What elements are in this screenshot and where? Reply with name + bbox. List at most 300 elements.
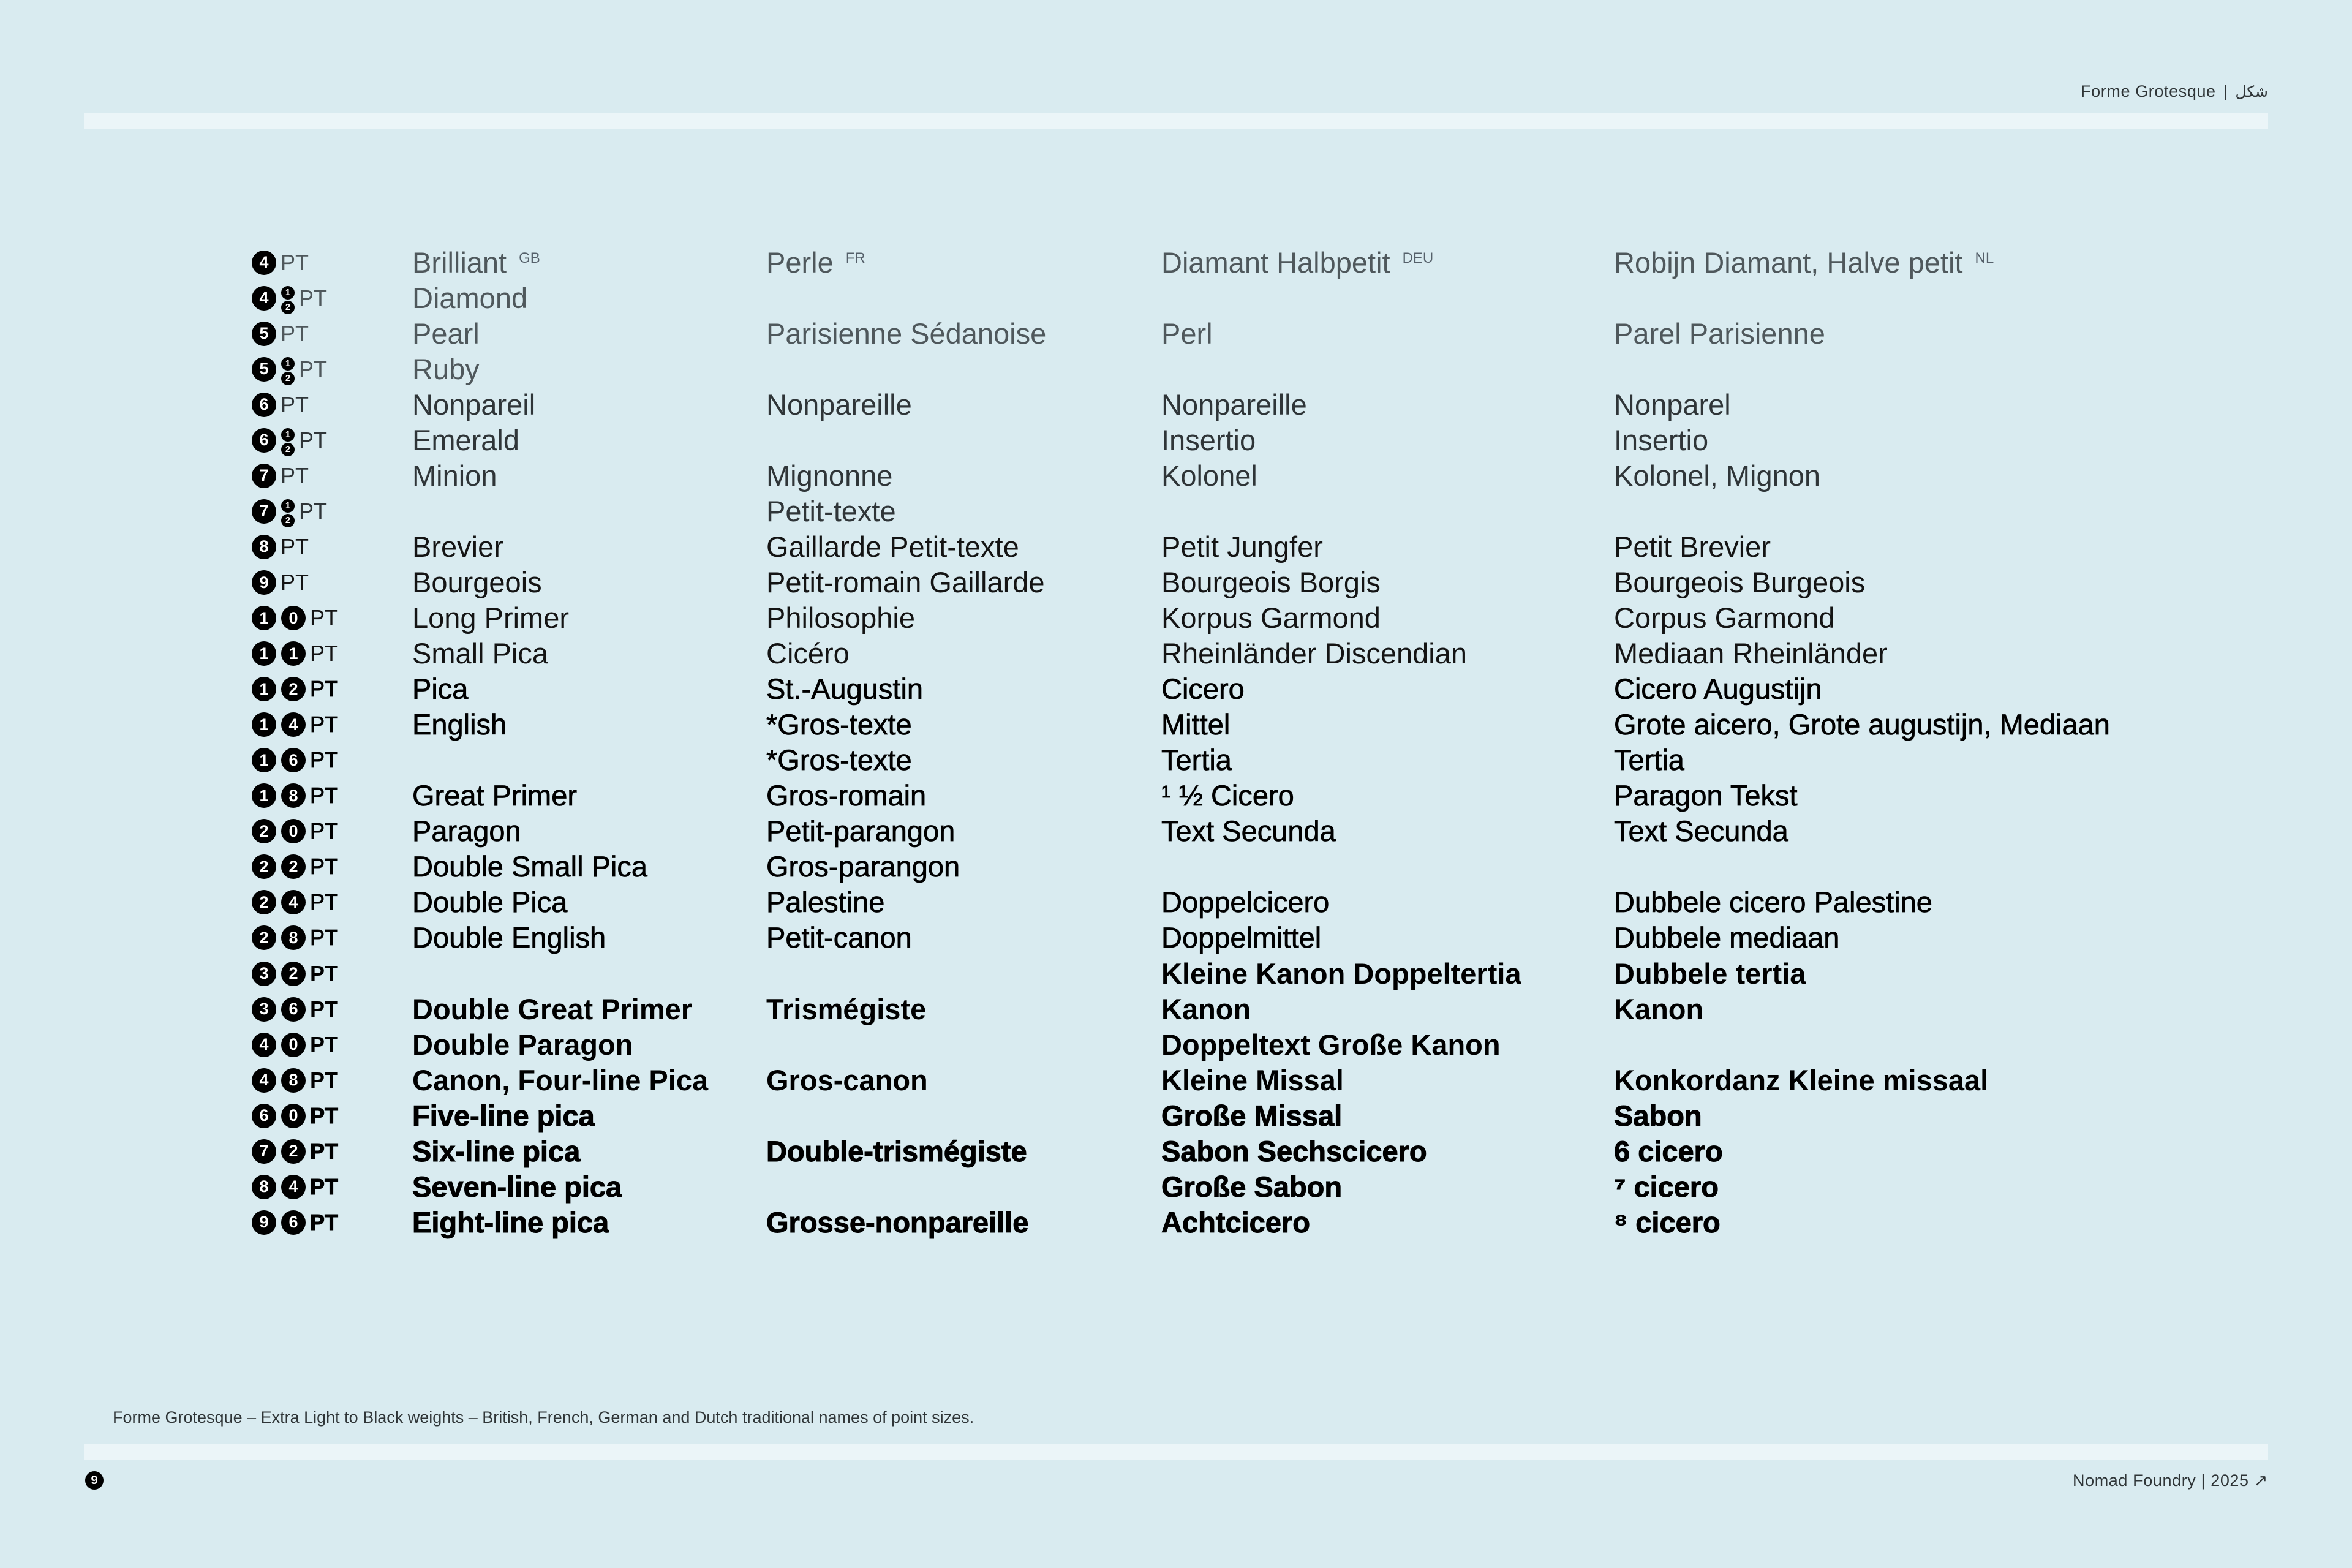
name-german-cell [1161,529,1323,565]
size-row [0,600,2352,636]
size-row [0,849,2352,884]
name-french: St.-Augustin [766,673,924,706]
size-digit-circle: 8 [281,925,306,950]
name-british-cell [412,920,606,956]
name-british-cell [412,992,692,1027]
size-digit-circle: 6 [252,428,276,453]
size-digit-circle: 2 [281,677,306,701]
name-german-cell [1161,1134,1427,1169]
name-german: ¹ ½ Cicero [1161,779,1294,812]
name-french-cell [766,920,912,956]
name-british-cell [412,636,548,671]
name-french-cell [766,1134,1027,1169]
size-row [0,352,2352,387]
language-code-gb: GB [519,249,540,266]
name-dutch: 6 cicero [1614,1134,1723,1167]
running-head-arabic: شكل [2235,83,2268,100]
name-british-cell [412,884,567,920]
name-french: Parisienne Sédanoise [766,317,1047,350]
language-code-fr: FR [845,249,865,266]
name-dutch-cell [1614,458,1820,494]
bottom-divider-band [84,1444,2268,1460]
point-size-badge [252,458,309,494]
point-size-badge [252,352,327,387]
name-british-cell [412,529,503,565]
size-row [0,884,2352,920]
fraction-digit-circle: 1 [281,357,295,371]
point-size-badge [252,1134,338,1169]
name-french-cell [766,636,850,671]
size-unit-label: PT [310,605,339,631]
fraction-digit-circle: 2 [281,443,295,456]
name-british: Nonpareil [412,388,536,421]
point-size-table [0,245,2352,1240]
size-digit-circle: 1 [252,606,276,630]
size-digit-circle: 0 [281,1033,306,1057]
point-size-badge [252,1098,338,1134]
name-dutch-cell [1614,992,1703,1027]
name-british-cell [412,778,577,813]
name-german: Kolonel [1161,459,1257,492]
name-british: Seven-line pica [412,1170,622,1203]
size-digit-circle: 2 [252,854,276,879]
size-digit-circle: 0 [281,1104,306,1128]
name-german-cell [1161,636,1467,671]
name-german: Cicero [1161,673,1245,706]
name-french-cell [766,387,912,423]
size-row [0,992,2352,1027]
point-size-badge [252,992,338,1027]
name-french-cell [766,600,915,636]
name-german-cell [1161,1063,1344,1098]
name-dutch: Dubbele tertia [1614,957,1806,990]
name-dutch-cell [1614,387,1731,423]
name-dutch-cell [1614,1098,1702,1134]
point-size-badge [252,884,338,920]
figure-caption: Forme Grotesque – Extra Light to Black weights – British, French, German and Dutch traditional names of point sizes. [113,1408,974,1427]
point-size-badge [252,529,309,565]
name-german: Diamant Halbpetit [1161,246,1390,279]
size-digit-circle: 2 [281,854,306,879]
point-size-badge [252,707,338,742]
size-unit-label: PT [281,391,309,417]
size-unit-label: PT [310,1209,339,1235]
name-french: Nonpareille [766,388,912,421]
size-row [0,1098,2352,1134]
name-dutch-cell [1614,600,1835,636]
size-digit-circle: 1 [281,641,306,666]
size-unit-label: PT [310,1031,339,1057]
size-row [0,494,2352,529]
size-row [0,671,2352,707]
name-dutch-cell [1614,423,1708,458]
name-dutch-cell [1614,778,1798,813]
size-digit-circle: 4 [281,890,306,914]
name-french-cell [766,992,926,1027]
size-digit-circle: 2 [252,925,276,950]
size-digit-circle: 1 [252,712,276,737]
name-german: Mittel [1161,708,1231,741]
name-british: Brilliant [412,246,507,279]
size-digit-circle: 1 [252,677,276,701]
size-row [0,281,2352,316]
size-half-fraction [281,428,295,456]
name-dutch-cell [1614,529,1771,565]
name-dutch-cell [1614,707,2110,742]
point-size-badge [252,813,338,849]
name-german-cell [1161,707,1230,742]
footer-credit: Nomad Foundry | 2025 ↗ [2073,1471,2268,1490]
name-british-cell [412,600,569,636]
running-head-title: Forme Grotesque [2081,82,2216,100]
name-british: Five-line pica [412,1099,595,1132]
size-unit-label: PT [310,1138,339,1164]
name-british-cell [412,281,527,316]
size-digit-circle: 6 [281,1210,306,1235]
name-french-cell [766,529,1019,565]
name-british-cell [412,1169,622,1205]
name-french: Cicéro [766,637,850,670]
name-german: Doppeltext Große Kanon [1161,1028,1501,1061]
size-digit-circle: 7 [252,1139,276,1164]
name-dutch: Grote aicero, Grote augustijn, Mediaan [1614,708,2110,741]
name-french: Gros-romain [766,779,927,812]
point-size-badge [252,565,309,600]
size-unit-label: PT [310,747,339,773]
name-german-cell [1161,423,1256,458]
name-german-cell [1161,671,1245,707]
size-digit-circle: 5 [252,357,276,382]
language-code-nl: NL [1975,249,1994,266]
name-british: Great Primer [412,779,577,812]
size-unit-label: PT [310,818,339,844]
name-german: Große Sabon [1161,1170,1343,1203]
size-digit-circle: 4 [252,1033,276,1057]
name-british-cell [412,849,647,884]
name-dutch-cell [1614,671,1822,707]
page-number-badge: 9 [85,1471,104,1490]
name-french-cell [766,884,884,920]
name-german-cell [1161,458,1257,494]
name-french: Palestine [766,886,885,919]
name-dutch-cell [1614,1205,1721,1240]
name-french: *Gros-texte [766,708,912,741]
size-half-fraction [281,286,295,314]
size-unit-label: PT [299,285,328,311]
name-german-cell [1161,956,1521,992]
point-size-badge [252,1027,338,1063]
size-unit-label: PT [310,1174,339,1199]
name-german: Insertio [1161,423,1256,456]
name-german-cell [1161,920,1321,956]
name-british: Double English [412,921,606,954]
size-row [0,956,2352,992]
size-row [0,1169,2352,1205]
name-british: Emerald [412,423,520,456]
fraction-digit-circle: 2 [281,372,295,385]
name-german-cell [1161,245,1433,281]
size-digit-circle: 6 [252,1104,276,1128]
point-size-badge [252,1169,338,1205]
name-french-cell [766,742,912,778]
point-size-badge [252,956,338,992]
size-digit-circle: 2 [252,890,276,914]
name-german: Bourgeois Borgis [1161,566,1381,599]
size-unit-label: PT [310,996,339,1022]
running-head [2081,82,2268,101]
name-british: Pica [412,673,469,706]
size-digit-circle: 8 [281,1068,306,1093]
name-british-cell [412,352,480,387]
name-dutch-cell [1614,813,1789,849]
name-french-cell [766,565,1045,600]
name-british-cell [412,1063,708,1098]
point-size-badge [252,245,309,281]
name-german: Kleine Kanon Doppeltertia [1161,957,1521,990]
name-british: Double Small Pica [412,850,648,883]
size-digit-circle: 8 [252,535,276,559]
name-french-cell [766,813,955,849]
name-dutch-cell [1614,884,1932,920]
name-french: Mignonne [766,459,893,492]
size-digit-circle: 6 [281,748,306,772]
name-dutch: Paragon Tekst [1614,779,1798,812]
size-unit-label: PT [310,925,339,951]
name-dutch: Text Secunda [1614,815,1789,848]
size-digit-circle: 4 [252,286,276,311]
name-british: Bourgeois [412,566,542,599]
name-dutch: ⁸ cicero [1614,1205,1721,1238]
name-dutch: Corpus Garmond [1614,601,1835,635]
name-french: Petit-canon [766,921,912,954]
point-size-badge [252,1205,338,1240]
name-german-cell [1161,992,1251,1027]
size-unit-label: PT [310,960,339,986]
name-british: Double Great Primer [412,992,693,1025]
name-french-cell [766,1205,1028,1240]
name-british: Pearl [412,317,480,350]
name-german: Tertia [1161,744,1232,777]
name-dutch: Kanon [1614,992,1704,1025]
name-german: Korpus Garmond [1161,601,1381,635]
name-dutch-cell [1614,636,1888,671]
size-digit-circle: 3 [252,997,276,1022]
name-french-cell [766,245,865,281]
name-german: Nonpareille [1161,388,1307,421]
point-size-badge [252,849,338,884]
size-row [0,778,2352,813]
fraction-digit-circle: 2 [281,301,295,314]
size-digit-circle: 4 [281,712,306,737]
name-french-cell [766,671,923,707]
name-british-cell [412,1098,595,1134]
name-german: Sabon Sechscicero [1161,1134,1427,1167]
size-unit-label: PT [310,1067,339,1093]
size-row [0,813,2352,849]
name-german: Kleine Missal [1161,1063,1344,1096]
point-size-badge [252,316,309,352]
name-british-cell [412,1027,633,1063]
size-unit-label: PT [281,462,309,488]
name-dutch: Nonparel [1614,388,1731,421]
size-digit-circle: 1 [252,748,276,772]
point-size-badge [252,920,338,956]
name-british: Ruby [412,352,480,385]
size-row [0,636,2352,671]
size-row [0,565,2352,600]
name-german: Große Missal [1161,1099,1343,1132]
name-dutch: Parel Parisienne [1614,317,1825,350]
name-dutch-cell [1614,1063,1988,1098]
fraction-digit-circle: 2 [281,514,295,527]
name-german-cell [1161,565,1381,600]
name-german: Text Secunda [1161,815,1336,848]
fraction-digit-circle: 1 [281,499,295,513]
name-british: Minion [412,459,497,492]
name-german-cell [1161,778,1294,813]
size-row [0,529,2352,565]
size-unit-label: PT [299,356,328,382]
name-british: Paragon [412,815,521,848]
size-unit-label: PT [310,783,339,809]
name-french: Grosse-nonpareille [766,1205,1029,1238]
name-german-cell [1161,813,1336,849]
point-size-badge [252,387,309,423]
name-german-cell [1161,316,1213,352]
name-german-cell [1161,1205,1310,1240]
name-german: Perl [1161,317,1213,350]
name-dutch: Insertio [1614,423,1709,456]
name-british: Brevier [412,530,503,563]
size-digit-circle: 4 [281,1175,306,1199]
name-dutch: Dubbele mediaan [1614,921,1840,954]
size-row [0,707,2352,742]
name-dutch: Bourgeois Burgeois [1614,566,1866,599]
point-size-badge [252,636,338,671]
name-british-cell [412,387,535,423]
name-german: Rheinländer Discendian [1161,637,1468,670]
name-dutch-cell [1614,742,1684,778]
name-german: Doppelmittel [1161,921,1322,954]
name-german: Kanon [1161,992,1251,1025]
name-french: Petit-texte [766,494,896,527]
name-french: Perle [766,246,834,279]
size-unit-label: PT [310,676,339,702]
name-german-cell [1161,600,1381,636]
name-british: Canon, Four-line Pica [412,1063,709,1096]
name-dutch-cell [1614,565,1865,600]
name-french: Petit-romain Gaillarde [766,566,1045,599]
size-unit-label: PT [310,889,339,915]
size-digit-circle: 9 [252,570,276,595]
name-british: English [412,708,507,741]
name-german-cell [1161,1169,1342,1205]
size-digit-circle: 4 [252,251,276,275]
name-french-cell [766,316,1046,352]
name-british: Double Pica [412,886,568,919]
name-dutch-cell [1614,1169,1719,1205]
size-digit-circle: 2 [281,962,306,986]
size-digit-circle: 7 [252,464,276,488]
name-french: *Gros-texte [766,744,912,777]
name-british-cell [412,1205,609,1240]
name-french-cell [766,494,896,529]
size-unit-label: PT [281,570,309,595]
name-british-cell [412,813,521,849]
name-french: Petit-parangon [766,815,956,848]
name-dutch: Tertia [1614,744,1684,777]
size-half-fraction [281,357,295,385]
point-size-badge [252,494,327,529]
name-dutch: Konkordanz Kleine missaal [1614,1063,1989,1096]
size-digit-circle: 6 [252,393,276,417]
size-unit-label: PT [299,498,328,524]
size-digit-circle: 1 [252,641,276,666]
name-french: Gros-canon [766,1063,928,1096]
name-british-cell [412,458,497,494]
size-digit-circle: 7 [252,499,276,524]
size-row [0,1134,2352,1169]
size-digit-circle: 4 [252,1068,276,1093]
name-german: Doppelcicero [1161,886,1330,919]
name-french-cell [766,707,912,742]
name-french: Trismégiste [766,992,927,1025]
name-british-cell [412,671,468,707]
point-size-badge [252,778,338,813]
name-dutch: Cicero Augustijn [1614,673,1822,706]
name-french-cell [766,849,960,884]
size-half-fraction [281,499,295,527]
name-dutch: Mediaan Rheinländer [1614,637,1888,670]
name-french: Double-trismégiste [766,1134,1027,1167]
name-british-cell [412,565,542,600]
fraction-digit-circle: 1 [281,286,295,300]
name-french: Gaillarde Petit-texte [766,530,1019,563]
name-german-cell [1161,884,1329,920]
point-size-badge [252,742,338,778]
name-french-cell [766,458,892,494]
point-size-badge [252,281,327,316]
point-size-badge [252,600,338,636]
running-head-separator: | [2223,82,2228,100]
size-digit-circle: 2 [281,1139,306,1164]
size-row [0,423,2352,458]
name-dutch: Petit Brevier [1614,530,1771,563]
top-divider-band [84,113,2268,129]
size-unit-label: PT [299,427,328,453]
name-dutch: ⁷ cicero [1614,1170,1719,1203]
size-unit-label: PT [310,1102,339,1128]
name-british-cell [412,245,540,281]
size-digit-circle: 0 [281,606,306,630]
name-british-cell [412,316,480,352]
size-row [0,742,2352,778]
name-british: Long Primer [412,601,569,635]
size-row [0,1027,2352,1063]
name-british-cell [412,1134,580,1169]
name-dutch: Dubbele cicero Palestine [1614,886,1932,919]
size-row [0,387,2352,423]
size-digit-circle: 9 [252,1210,276,1235]
size-unit-label: PT [281,533,309,559]
name-dutch: Kolonel, Mignon [1614,459,1821,492]
language-code-deu: DEU [1402,249,1434,266]
size-digit-circle: 8 [281,783,306,808]
size-unit-label: PT [310,712,339,737]
name-dutch-cell [1614,1134,1723,1169]
name-british-cell [412,707,507,742]
name-german-cell [1161,1027,1501,1063]
